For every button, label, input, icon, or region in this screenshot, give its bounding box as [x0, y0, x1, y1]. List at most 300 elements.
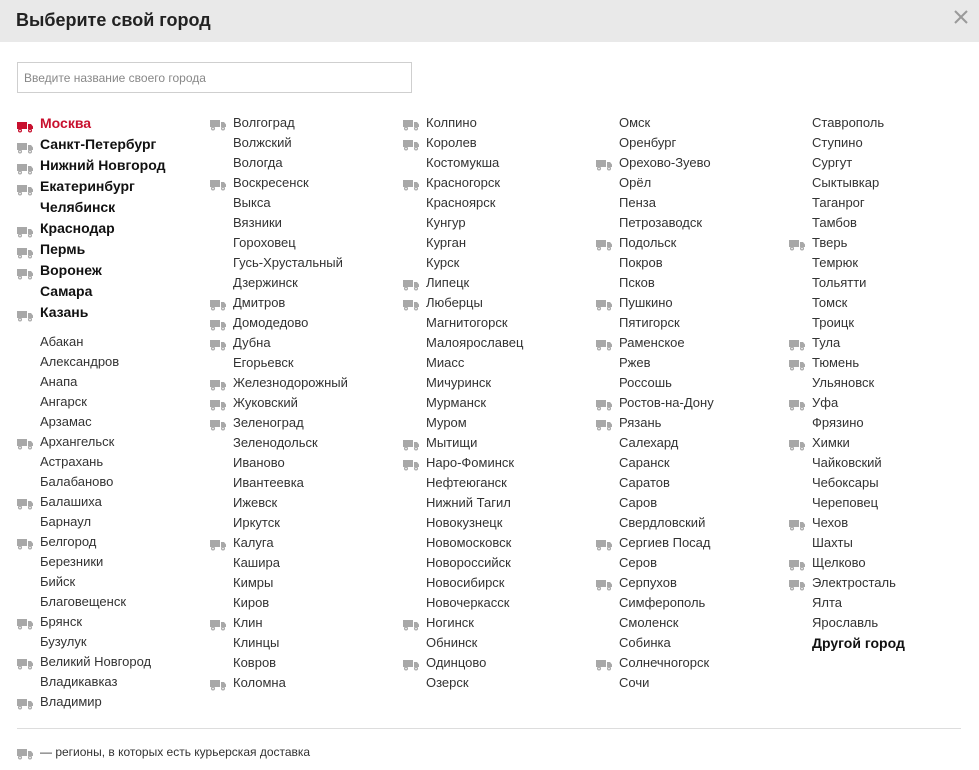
city-name: Серов	[619, 555, 657, 570]
city-link[interactable]	[596, 593, 714, 613]
city-link[interactable]	[210, 493, 348, 513]
city-link[interactable]	[789, 173, 905, 193]
city-link[interactable]	[789, 153, 905, 173]
delivery-truck-icon	[403, 177, 421, 189]
city-name: Ангарск	[40, 394, 87, 409]
delivery-truck-icon	[403, 437, 421, 449]
city-name: Чехов	[812, 515, 849, 530]
city-link[interactable]	[403, 373, 523, 393]
city-link[interactable]	[210, 453, 348, 473]
city-link[interactable]	[403, 493, 523, 513]
city-name: Орёл	[619, 175, 652, 190]
city-name: Благовещенск	[40, 594, 127, 609]
city-link[interactable]	[17, 612, 165, 632]
city-name: Подольск	[619, 235, 677, 250]
city-link[interactable]	[17, 452, 165, 472]
city-name: Егорьевск	[233, 355, 294, 370]
divider	[17, 728, 961, 729]
city-name: Новомосковск	[426, 535, 512, 550]
featured-city-link[interactable]	[17, 155, 165, 176]
city-link[interactable]	[210, 233, 348, 253]
city-name: Фрязино	[812, 415, 864, 430]
featured-city-link[interactable]	[17, 197, 165, 218]
city-name: Владимир	[40, 694, 102, 709]
city-name: Барнаул	[40, 514, 92, 529]
city-link[interactable]	[596, 653, 714, 673]
city-name: Сургут	[812, 155, 853, 170]
city-name: Троицк	[812, 315, 855, 330]
city-name: Нефтеюганск	[426, 475, 507, 490]
city-link[interactable]	[596, 373, 714, 393]
delivery-truck-icon	[17, 223, 35, 235]
city-link[interactable]	[789, 433, 905, 453]
featured-city-link[interactable]	[17, 176, 165, 197]
delivery-truck-icon	[789, 577, 807, 589]
delivery-truck-icon	[17, 536, 35, 548]
city-link[interactable]	[403, 213, 523, 233]
delivery-truck-icon	[596, 157, 614, 169]
city-link[interactable]	[789, 353, 905, 373]
city-link[interactable]	[789, 573, 905, 593]
city-link[interactable]	[403, 433, 523, 453]
city-link[interactable]	[789, 193, 905, 213]
city-link[interactable]	[17, 392, 165, 412]
city-name: Пенза	[619, 195, 656, 210]
city-link[interactable]	[403, 553, 523, 573]
delivery-truck-icon	[17, 656, 35, 668]
modal-header	[0, 0, 979, 42]
city-link[interactable]	[210, 193, 348, 213]
city-name: Дзержинск	[233, 275, 298, 290]
city-name: Домодедово	[233, 315, 309, 330]
city-link[interactable]	[17, 592, 165, 612]
featured-city-link[interactable]	[17, 218, 165, 239]
city-name: Сергиев Посад	[619, 535, 711, 550]
city-link[interactable]	[789, 613, 905, 633]
city-link[interactable]	[210, 393, 348, 413]
city-link[interactable]	[403, 113, 523, 133]
city-link[interactable]	[210, 533, 348, 553]
city-name: Коломна	[233, 675, 286, 690]
city-name: Тюмень	[812, 355, 860, 370]
city-link[interactable]	[210, 413, 348, 433]
delivery-truck-icon	[596, 297, 614, 309]
city-link[interactable]	[596, 153, 714, 173]
city-link[interactable]	[596, 453, 714, 473]
city-name: Астрахань	[40, 454, 104, 469]
city-link[interactable]	[789, 313, 905, 333]
city-link[interactable]	[596, 573, 714, 593]
city-name: Тамбов	[812, 215, 857, 230]
city-name: Другой город	[812, 635, 905, 651]
city-name: Клин	[233, 615, 263, 630]
city-column-3	[403, 113, 523, 693]
city-link[interactable]	[403, 193, 523, 213]
city-name: Обнинск	[426, 635, 478, 650]
city-name: Мытищи	[426, 435, 478, 450]
city-name: Ижевск	[233, 495, 278, 510]
city-link[interactable]	[403, 473, 523, 493]
city-link[interactable]	[596, 313, 714, 333]
city-name: Колпино	[426, 115, 477, 130]
city-link[interactable]	[403, 333, 523, 353]
delivery-truck-icon	[789, 517, 807, 529]
city-name: Сыктывкар	[812, 175, 880, 190]
city-link[interactable]	[403, 153, 523, 173]
city-link[interactable]	[789, 473, 905, 493]
delivery-truck-icon	[596, 337, 614, 349]
city-link[interactable]	[210, 253, 348, 273]
city-link[interactable]	[596, 513, 714, 533]
delivery-truck-icon	[210, 397, 228, 409]
city-link[interactable]	[17, 652, 165, 672]
city-link[interactable]	[17, 432, 165, 452]
city-name: Пермь	[40, 241, 86, 257]
city-link[interactable]	[403, 633, 523, 653]
city-link[interactable]	[403, 613, 523, 633]
city-link[interactable]	[596, 553, 714, 573]
other-city-link[interactable]	[789, 633, 905, 654]
city-name: Костомукша	[426, 155, 500, 170]
city-link[interactable]	[789, 233, 905, 253]
city-name: Зеленодольск	[233, 435, 318, 450]
featured-city-link[interactable]	[17, 134, 165, 155]
city-name: Петрозаводск	[619, 215, 703, 230]
city-link[interactable]	[789, 113, 905, 133]
city-name: Псков	[619, 275, 655, 290]
delivery-truck-icon	[789, 397, 807, 409]
city-link[interactable]	[789, 393, 905, 413]
city-link[interactable]	[789, 293, 905, 313]
city-name: Одинцово	[426, 655, 487, 670]
city-link[interactable]	[403, 533, 523, 553]
city-name: Челябинск	[40, 199, 116, 215]
city-name: Бузулук	[40, 634, 87, 649]
city-link[interactable]	[210, 593, 348, 613]
city-name: Красноярск	[426, 195, 496, 210]
delivery-truck-icon	[210, 297, 228, 309]
city-name: Воронеж	[40, 262, 102, 278]
city-link[interactable]	[403, 653, 523, 673]
delivery-truck-icon	[17, 244, 35, 256]
delivery-truck-icon	[17, 160, 35, 172]
city-link[interactable]	[210, 153, 348, 173]
city-link[interactable]	[17, 532, 165, 552]
city-name: Балабаново	[40, 474, 114, 489]
city-name: Россошь	[619, 375, 672, 390]
city-name: Клинцы	[233, 635, 280, 650]
city-link[interactable]	[17, 332, 165, 352]
city-link[interactable]	[210, 213, 348, 233]
delivery-truck-icon	[403, 137, 421, 149]
city-link[interactable]	[596, 613, 714, 633]
close-icon[interactable]	[951, 7, 971, 27]
city-name: Новосибирск	[426, 575, 505, 590]
city-name: Курск	[426, 255, 460, 270]
city-name: Казань	[40, 304, 89, 320]
city-name: Симферополь	[619, 595, 706, 610]
delivery-truck-icon	[210, 677, 228, 689]
city-link[interactable]	[210, 473, 348, 493]
city-link[interactable]	[403, 173, 523, 193]
city-link[interactable]	[210, 113, 348, 133]
city-link[interactable]	[403, 673, 523, 693]
city-name: Чайковский	[812, 455, 882, 470]
city-name: Калуга	[233, 535, 274, 550]
city-name: Солнечногорск	[619, 655, 710, 670]
city-name: Чебоксары	[812, 475, 879, 490]
city-name: Оренбург	[619, 135, 677, 150]
city-link[interactable]	[210, 653, 348, 673]
city-name: Киров	[233, 595, 270, 610]
featured-city-link[interactable]	[17, 281, 165, 302]
city-link[interactable]	[596, 233, 714, 253]
delivery-truck-icon	[403, 617, 421, 629]
delivery-truck-icon	[596, 417, 614, 429]
city-link[interactable]	[789, 453, 905, 473]
city-name: Ставрополь	[812, 115, 885, 130]
city-name: Наро-Фоминск	[426, 455, 515, 470]
city-name: Красногорск	[426, 175, 501, 190]
city-name: Мичуринск	[426, 375, 492, 390]
city-link[interactable]	[403, 513, 523, 533]
city-link[interactable]	[596, 333, 714, 353]
city-name: Дмитров	[233, 295, 286, 310]
city-search-input[interactable]	[17, 62, 412, 93]
city-link[interactable]	[210, 673, 348, 693]
city-link[interactable]	[596, 213, 714, 233]
city-link[interactable]	[789, 273, 905, 293]
city-link[interactable]	[596, 633, 714, 653]
delivery-truck-icon	[17, 436, 35, 448]
city-link[interactable]	[596, 533, 714, 553]
city-link[interactable]	[403, 273, 523, 293]
city-name: Тверь	[812, 235, 848, 250]
city-link[interactable]	[210, 433, 348, 453]
city-link[interactable]	[596, 273, 714, 293]
city-link[interactable]	[596, 133, 714, 153]
city-name: Мурманск	[426, 395, 487, 410]
city-name: Рязань	[619, 415, 662, 430]
city-name: Ивантеевка	[233, 475, 304, 490]
city-name: Анапа	[40, 374, 78, 389]
delivery-truck-icon	[210, 337, 228, 349]
city-name: Муром	[426, 415, 467, 430]
city-name: Воскресенск	[233, 175, 309, 190]
city-link[interactable]	[17, 472, 165, 492]
city-name: Гусь-Хрустальный	[233, 255, 343, 270]
delivery-truck-icon	[403, 117, 421, 129]
city-name: Тольятти	[812, 275, 867, 290]
delivery-truck-icon	[596, 537, 614, 549]
city-link[interactable]	[403, 313, 523, 333]
city-name: Волгоград	[233, 115, 295, 130]
city-link[interactable]	[210, 353, 348, 373]
city-name: Череповец	[812, 495, 879, 510]
city-link[interactable]	[403, 413, 523, 433]
legend	[17, 742, 310, 762]
city-name: Гороховец	[233, 235, 296, 250]
city-link[interactable]	[210, 313, 348, 333]
city-link[interactable]	[17, 692, 165, 712]
featured-city-link[interactable]	[17, 260, 165, 281]
city-name: Пятигорск	[619, 315, 680, 330]
city-link[interactable]	[210, 333, 348, 353]
city-link[interactable]	[789, 513, 905, 533]
city-link[interactable]	[210, 293, 348, 313]
city-name: Ростов-на-Дону	[619, 395, 714, 410]
city-link[interactable]	[789, 533, 905, 553]
city-link[interactable]	[17, 412, 165, 432]
city-link[interactable]	[789, 493, 905, 513]
city-name: Кашира	[233, 555, 280, 570]
city-link[interactable]	[403, 453, 523, 473]
city-name: Курган	[426, 235, 467, 250]
city-link[interactable]	[596, 353, 714, 373]
city-link[interactable]	[789, 373, 905, 393]
delivery-truck-icon	[17, 118, 35, 130]
city-link[interactable]	[403, 353, 523, 373]
city-name: Екатеринбург	[40, 178, 135, 194]
delivery-truck-icon	[789, 357, 807, 369]
city-link[interactable]	[210, 373, 348, 393]
city-name: Липецк	[426, 275, 470, 290]
delivery-truck-icon	[596, 397, 614, 409]
city-link[interactable]	[210, 613, 348, 633]
delivery-truck-icon	[210, 117, 228, 129]
city-name: Вологда	[233, 155, 283, 170]
city-link[interactable]	[596, 413, 714, 433]
spacer	[17, 323, 165, 332]
city-name: Магнитогорск	[426, 315, 508, 330]
city-name: Покров	[619, 255, 663, 270]
city-name: Томск	[812, 295, 848, 310]
city-name: Миасс	[426, 355, 465, 370]
city-name: Белгород	[40, 534, 97, 549]
delivery-truck-icon	[17, 696, 35, 708]
city-link[interactable]	[789, 553, 905, 573]
city-link[interactable]	[210, 133, 348, 153]
city-link[interactable]	[596, 433, 714, 453]
city-link[interactable]	[210, 573, 348, 593]
city-name: Брянск	[40, 614, 83, 629]
city-link[interactable]	[403, 393, 523, 413]
city-name: Ульяновск	[812, 375, 875, 390]
city-link[interactable]	[17, 372, 165, 392]
featured-city-link[interactable]	[17, 302, 165, 323]
city-link[interactable]	[596, 393, 714, 413]
city-link[interactable]	[789, 213, 905, 233]
city-column-2	[210, 113, 348, 693]
delivery-truck-icon	[596, 657, 614, 669]
city-name: Таганрог	[812, 195, 865, 210]
delivery-truck-icon	[17, 746, 35, 758]
city-name: Краснодар	[40, 220, 115, 236]
city-name: Иркутск	[233, 515, 280, 530]
delivery-truck-icon	[403, 297, 421, 309]
city-link[interactable]	[210, 553, 348, 573]
city-link[interactable]	[403, 593, 523, 613]
city-link[interactable]	[596, 193, 714, 213]
city-link[interactable]	[403, 253, 523, 273]
city-name: Кунгур	[426, 215, 466, 230]
city-column-1	[17, 113, 165, 712]
city-link[interactable]	[210, 173, 348, 193]
city-name: Владикавказ	[40, 674, 118, 689]
delivery-truck-icon	[596, 237, 614, 249]
delivery-truck-icon	[789, 437, 807, 449]
city-link[interactable]	[789, 133, 905, 153]
city-name: Ковров	[233, 655, 277, 670]
city-link[interactable]	[210, 633, 348, 653]
city-link[interactable]	[789, 593, 905, 613]
city-link[interactable]	[403, 233, 523, 253]
featured-city-link[interactable]	[17, 239, 165, 260]
city-link[interactable]	[17, 352, 165, 372]
city-link[interactable]	[789, 413, 905, 433]
city-name: Архангельск	[40, 434, 115, 449]
delivery-truck-icon	[210, 317, 228, 329]
city-name: Орехово-Зуево	[619, 155, 711, 170]
city-link[interactable]	[596, 173, 714, 193]
city-name: Омск	[619, 115, 651, 130]
city-link[interactable]	[403, 133, 523, 153]
delivery-truck-icon	[789, 337, 807, 349]
featured-city-link[interactable]	[17, 113, 165, 134]
city-link[interactable]	[210, 513, 348, 533]
city-link[interactable]	[17, 552, 165, 572]
city-link[interactable]	[596, 293, 714, 313]
city-name: Дубна	[233, 335, 271, 350]
city-link[interactable]	[596, 493, 714, 513]
city-link[interactable]	[17, 492, 165, 512]
city-column-5	[789, 113, 905, 654]
city-link[interactable]	[596, 253, 714, 273]
city-name: Ржев	[619, 355, 651, 370]
city-link[interactable]	[17, 672, 165, 692]
city-name: Кимры	[233, 575, 274, 590]
city-link[interactable]	[789, 253, 905, 273]
city-name: Березники	[40, 554, 104, 569]
city-name: Балашиха	[40, 494, 102, 509]
city-link[interactable]	[596, 673, 714, 693]
city-link[interactable]	[789, 333, 905, 353]
delivery-truck-icon	[789, 557, 807, 569]
city-name: Раменское	[619, 335, 685, 350]
city-link[interactable]	[17, 572, 165, 592]
city-link[interactable]	[596, 113, 714, 133]
city-name: Зеленоград	[233, 415, 304, 430]
city-name: Сочи	[619, 675, 650, 690]
city-name: Волжский	[233, 135, 292, 150]
city-link[interactable]	[17, 632, 165, 652]
city-name: Саратов	[619, 475, 670, 490]
city-name: Пушкино	[619, 295, 673, 310]
city-link[interactable]	[403, 573, 523, 593]
city-name: Собинка	[619, 635, 671, 650]
city-name: Жуковский	[233, 395, 298, 410]
city-name: Свердловский	[619, 515, 706, 530]
city-link[interactable]	[596, 473, 714, 493]
city-name: Малоярославец	[426, 335, 524, 350]
city-link[interactable]	[403, 293, 523, 313]
city-link[interactable]	[210, 273, 348, 293]
city-name: Нижний Новгород	[40, 157, 166, 173]
city-name: Железнодорожный	[233, 375, 348, 390]
city-link[interactable]	[17, 512, 165, 532]
delivery-truck-icon	[17, 616, 35, 628]
city-name: Саранск	[619, 455, 670, 470]
